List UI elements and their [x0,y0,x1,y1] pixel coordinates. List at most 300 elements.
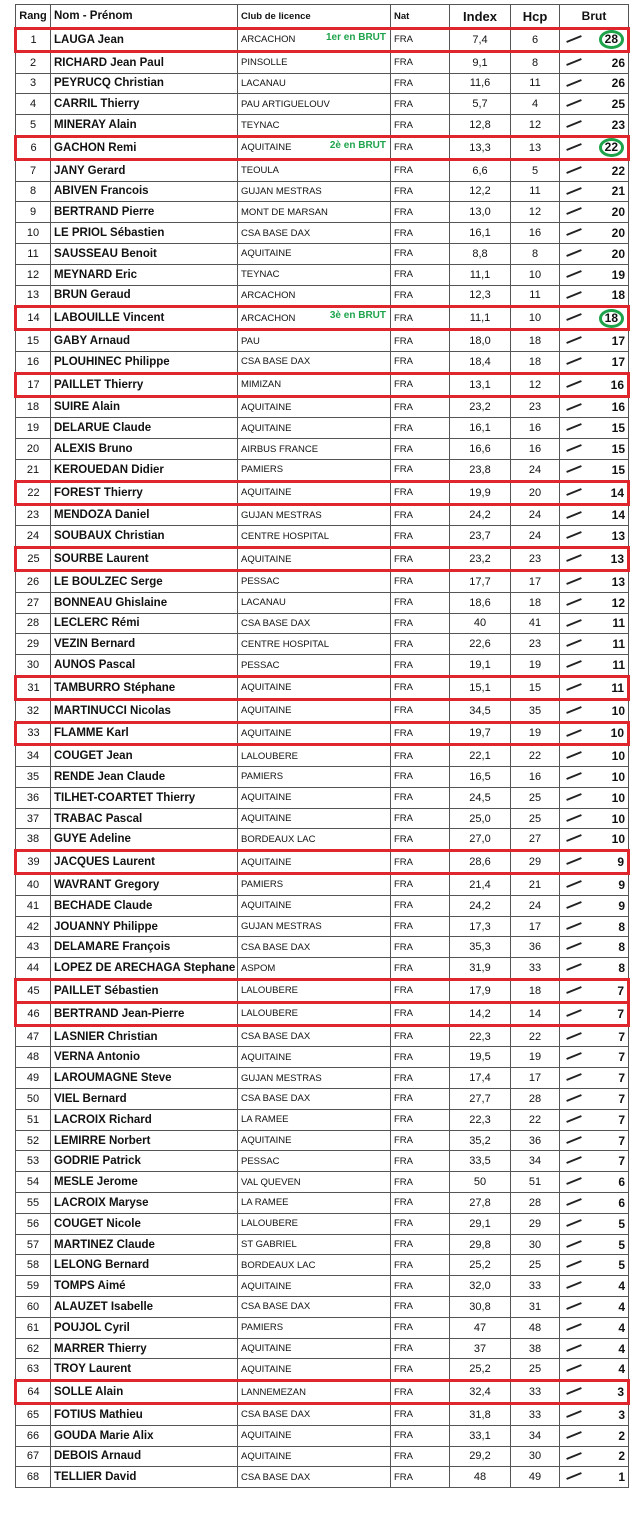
table-row [16,459,629,481]
handicap-cell: 29 [511,851,560,874]
player-name-cell: RICHARD Jean Paul [51,51,238,73]
index-cell: 24,2 [450,895,511,916]
brut-value: 11 [612,637,625,652]
handicap-cell: 30 [511,1446,560,1467]
brut-value: 15 [611,462,625,477]
check-mark-icon [566,1472,582,1480]
club-cell: PAMIERS [238,459,391,481]
nationality-cell: FRA [391,634,450,655]
handicap-cell: 48 [511,1317,560,1338]
results-sheet [14,4,625,1488]
brut-score-cell [560,243,629,264]
player-name-cell: BECHADE Claude [51,895,238,916]
check-mark-icon [566,1344,582,1352]
handicap-cell: 8 [511,51,560,73]
club-cell: CSA BASE DAX [238,1025,391,1047]
brut-score-cell [560,481,629,504]
club-cell: AQUITAINE [238,243,391,264]
brut-value: 13 [610,552,624,567]
table-row [16,1002,629,1025]
player-name-cell: ABIVEN Francois [51,181,238,202]
table-row [16,181,629,202]
brut-score-cell [560,1446,629,1467]
check-mark-icon [566,1219,582,1227]
index-cell: 19,9 [450,481,511,504]
brut-value: 8 [618,940,625,955]
nationality-cell: FRA [391,115,450,137]
rank-cell: 11 [16,243,51,264]
handicap-cell: 17 [511,916,560,937]
club-cell: AQUITAINE [238,699,391,722]
check-mark-icon [566,1177,582,1185]
check-mark-icon [566,423,582,431]
club-cell: LA RAMEE [238,1109,391,1130]
player-name-cell: SAUSSEAU Benoit [51,243,238,264]
club-cell: LANNEMEZAN [238,1381,391,1404]
brut-value: 5 [618,1216,625,1231]
header-name: Nom - Prénom [51,5,238,29]
brut-score-cell [560,1359,629,1381]
nationality-cell: FRA [391,94,450,115]
brut-value: 8 [618,919,625,934]
club-cell: CSA BASE DAX [238,613,391,634]
check-mark-icon [566,270,582,278]
nationality-cell: FRA [391,787,450,808]
rank-cell: 26 [16,570,51,592]
rank-cell: 17 [16,373,51,396]
club-cell: PAU [238,330,391,352]
index-cell: 16,1 [450,418,511,439]
rank-cell: 30 [16,655,51,677]
brut-value: 14 [610,485,624,500]
table-row [16,722,629,745]
brut-score-cell [560,829,629,851]
player-name-cell: BERTRAND Jean-Pierre [51,1002,238,1025]
player-name-cell: LABOUILLE Vincent [51,307,238,330]
check-mark-icon [566,228,582,236]
brut-value: 25 [611,97,625,112]
rank-cell: 63 [16,1359,51,1381]
check-mark-icon [566,1032,582,1040]
player-name-cell: VERNA Antonio [51,1047,238,1068]
rank-cell: 16 [16,351,51,373]
header-nat: Nat [391,5,450,29]
brut-value: 10 [611,811,625,826]
table-row [16,1317,629,1338]
index-cell: 29,8 [450,1234,511,1255]
player-name-cell: MINERAY Alain [51,115,238,137]
club-cell: LACANAU [238,73,391,94]
index-cell: 8,8 [450,243,511,264]
brut-score-cell [560,1297,629,1318]
index-cell: 34,5 [450,699,511,722]
brut-value: 7 [618,1029,625,1044]
check-mark-icon [566,380,582,388]
brut-score-cell [560,264,629,285]
nationality-cell: FRA [391,1151,450,1172]
brut-value: 22 [611,163,625,178]
handicap-cell: 18 [511,330,560,352]
index-cell: 7,4 [450,29,511,52]
table-row [16,504,629,526]
rank-cell: 6 [16,136,51,159]
brut-score-cell [560,787,629,808]
nationality-cell: FRA [391,1255,450,1276]
rank-cell: 52 [16,1130,51,1151]
handicap-cell: 35 [511,699,560,722]
index-cell: 25,0 [450,808,511,829]
club-cell: VAL QUEVEN [238,1172,391,1193]
rank-cell: 45 [16,980,51,1003]
index-cell: 16,1 [450,223,511,244]
brut-score-cell [560,851,629,874]
club-cell: ARCACHON [238,285,391,307]
nationality-cell: FRA [391,1047,450,1068]
brut-value: 7 [618,1154,625,1169]
handicap-cell: 23 [511,548,560,571]
check-mark-icon [566,1198,582,1206]
rank-cell: 65 [16,1404,51,1426]
index-cell: 17,3 [450,916,511,937]
rank-cell: 8 [16,181,51,202]
table-row [16,937,629,958]
handicap-cell: 18 [511,980,560,1003]
brut-value: 7 [618,1091,625,1106]
nationality-cell: FRA [391,307,450,330]
club-cell [238,136,391,159]
index-cell: 12,8 [450,115,511,137]
brut-score-cell [560,223,629,244]
index-cell: 11,6 [450,73,511,94]
brut-value: 11 [611,680,624,695]
brut-value: 7 [618,1050,625,1065]
table-row [16,115,629,137]
brut-value: 1 [618,1470,625,1485]
brut-score-cell [560,767,629,788]
index-cell: 22,3 [450,1109,511,1130]
rank-cell: 58 [16,1255,51,1276]
brut-value: 18 [611,288,625,303]
brut-value: 5 [618,1258,625,1273]
nationality-cell: FRA [391,570,450,592]
brut-value: 4 [618,1320,625,1335]
index-cell: 21,4 [450,874,511,896]
header-brut: Brut [560,5,629,29]
brut-score-cell [560,115,629,137]
nationality-cell: FRA [391,767,450,788]
rank-cell: 3 [16,73,51,94]
player-name-cell: LE BOULZEC Serge [51,570,238,592]
club-cell: MIMIZAN [238,373,391,396]
brut-score-cell [560,136,629,159]
check-mark-icon [566,729,582,737]
table-row [16,1297,629,1318]
club-cell: LA RAMEE [238,1193,391,1214]
club-cell: GUJAN MESTRAS [238,181,391,202]
player-name-cell: ALAUZET Isabelle [51,1297,238,1318]
brut-value: 13 [611,574,625,589]
player-name-cell: LAUGA Jean [51,29,238,52]
rank-cell: 37 [16,808,51,829]
club-cell: GUJAN MESTRAS [238,916,391,937]
check-mark-icon [566,922,582,930]
club-cell: AIRBUS FRANCE [238,439,391,460]
brut-score-cell [560,613,629,634]
brut-score-cell [560,745,629,767]
brut-value: 15 [611,421,625,436]
handicap-cell: 23 [511,396,560,418]
brut-score-cell [560,526,629,548]
check-mark-icon [566,120,582,128]
club-cell: LACANAU [238,592,391,613]
handicap-cell: 12 [511,373,560,396]
check-mark-icon [566,58,582,66]
nationality-cell: FRA [391,980,450,1003]
player-name-cell: PLOUHINEC Philippe [51,351,238,373]
table-row [16,895,629,916]
handicap-cell: 19 [511,655,560,677]
table-row [16,676,629,699]
index-cell: 14,2 [450,1002,511,1025]
check-mark-icon [566,1157,582,1165]
rank-cell: 53 [16,1151,51,1172]
brut-value: 26 [611,76,625,91]
podium-note: 3è en BRUT [329,310,386,322]
table-row [16,1425,629,1446]
player-name-cell: GOUDA Marie Alix [51,1425,238,1446]
rank-cell: 12 [16,264,51,285]
table-row [16,916,629,937]
handicap-cell: 19 [511,1047,560,1068]
table-row [16,1089,629,1110]
club-cell: AQUITAINE [238,808,391,829]
index-cell: 25,2 [450,1255,511,1276]
club-cell: AQUITAINE [238,481,391,504]
player-name-cell: GODRIE Patrick [51,1151,238,1172]
header-rang: Rang [16,5,51,29]
table-row [16,51,629,73]
index-cell: 19,5 [450,1047,511,1068]
rank-cell: 28 [16,613,51,634]
nationality-cell: FRA [391,29,450,52]
handicap-cell: 16 [511,439,560,460]
club-cell: PESSAC [238,1151,391,1172]
club-cell: ST GABRIEL [238,1234,391,1255]
player-name-cell: MEYNARD Eric [51,264,238,285]
check-mark-icon [566,1452,582,1460]
player-name-cell: LACROIX Richard [51,1109,238,1130]
club-cell: CENTRE HOSPITAL [238,526,391,548]
table-row [16,1359,629,1381]
handicap-cell: 25 [511,1255,560,1276]
index-cell: 35,2 [450,1130,511,1151]
table-row [16,1025,629,1047]
nationality-cell: FRA [391,202,450,223]
club-cell: AQUITAINE [238,787,391,808]
check-mark-icon [566,465,582,473]
table-row [16,1130,629,1151]
brut-value: 7 [618,1133,625,1148]
club-cell: AQUITAINE [238,396,391,418]
table-row [16,699,629,722]
nationality-cell: FRA [391,958,450,980]
table-row [16,285,629,307]
nationality-cell: FRA [391,1234,450,1255]
brut-value: 20 [611,246,625,261]
rank-cell: 59 [16,1276,51,1297]
rank-cell: 21 [16,459,51,481]
rank-cell: 56 [16,1213,51,1234]
table-row [16,634,629,655]
club-cell [238,29,391,52]
table-row [16,787,629,808]
rank-cell: 10 [16,223,51,244]
rank-cell: 9 [16,202,51,223]
brut-score-cell [560,980,629,1003]
check-mark-icon [566,1073,582,1081]
index-cell: 22,3 [450,1025,511,1047]
table-row [16,1381,629,1404]
check-mark-icon [566,79,582,87]
club-name: ARCACHON [241,312,296,324]
index-cell: 22,1 [450,745,511,767]
club-cell [238,307,391,330]
handicap-cell: 33 [511,1276,560,1297]
check-mark-icon [566,598,582,606]
handicap-cell: 34 [511,1151,560,1172]
handicap-cell: 28 [511,1193,560,1214]
table-row [16,136,629,159]
index-cell: 18,4 [450,351,511,373]
check-mark-icon [566,166,582,174]
nationality-cell: FRA [391,264,450,285]
handicap-cell: 29 [511,1213,560,1234]
club-cell: AQUITAINE [238,1446,391,1467]
club-cell: LALOUBERE [238,980,391,1003]
brut-value: 16 [611,400,625,415]
player-name-cell: DELAMARE François [51,937,238,958]
index-cell: 11,1 [450,307,511,330]
table-row [16,1172,629,1193]
nationality-cell: FRA [391,459,450,481]
check-mark-icon [566,751,582,759]
rank-cell: 44 [16,958,51,980]
player-name-cell: FLAMME Karl [51,722,238,745]
brut-score-cell [560,1151,629,1172]
brut-score-cell [560,307,629,330]
index-cell: 12,3 [450,285,511,307]
check-mark-icon [566,772,582,780]
check-mark-icon [566,291,582,299]
check-mark-icon [566,1431,582,1439]
player-name-cell: LE PRIOL Sébastien [51,223,238,244]
rank-cell: 46 [16,1002,51,1025]
nationality-cell: FRA [391,351,450,373]
handicap-cell: 22 [511,1109,560,1130]
nationality-cell: FRA [391,1172,450,1193]
brut-score-cell [560,1089,629,1110]
table-row [16,1467,629,1488]
club-cell: CSA BASE DAX [238,1467,391,1488]
handicap-cell: 28 [511,1089,560,1110]
brut-score-cell [560,1255,629,1276]
brut-value: 9 [617,855,624,870]
rank-cell: 43 [16,937,51,958]
brut-score-cell [560,1276,629,1297]
player-name-cell: MENDOZA Daniel [51,504,238,526]
rank-cell: 29 [16,634,51,655]
check-mark-icon [566,531,582,539]
rank-cell: 42 [16,916,51,937]
index-cell: 27,7 [450,1089,511,1110]
table-row [16,958,629,980]
handicap-cell: 18 [511,351,560,373]
nationality-cell: FRA [391,1317,450,1338]
club-name: ARCACHON [241,34,296,46]
club-cell: AQUITAINE [238,1047,391,1068]
index-cell: 32,4 [450,1381,511,1404]
club-cell: LALOUBERE [238,1213,391,1234]
club-cell: CSA BASE DAX [238,1089,391,1110]
rank-cell: 64 [16,1381,51,1404]
player-name-cell: FOTIUS Mathieu [51,1404,238,1426]
handicap-cell: 15 [511,676,560,699]
handicap-cell: 22 [511,745,560,767]
player-name-cell: MESLE Jerome [51,1172,238,1193]
club-cell: AQUITAINE [238,851,391,874]
handicap-cell: 25 [511,787,560,808]
handicap-cell: 11 [511,285,560,307]
brut-value: 4 [618,1362,625,1377]
brut-value: 15 [611,442,625,457]
handicap-cell: 13 [511,136,560,159]
table-row [16,481,629,504]
handicap-cell: 33 [511,1381,560,1404]
handicap-cell: 24 [511,895,560,916]
nationality-cell: FRA [391,548,450,571]
club-cell: AQUITAINE [238,722,391,745]
brut-score-cell [560,895,629,916]
table-row [16,767,629,788]
brut-score-cell [560,418,629,439]
nationality-cell: FRA [391,1089,450,1110]
player-name-cell: VIEL Bernard [51,1089,238,1110]
check-mark-icon [566,207,582,215]
nationality-cell: FRA [391,330,450,352]
brut-score-cell [560,1425,629,1446]
rank-cell: 22 [16,481,51,504]
brut-score-cell [560,1130,629,1151]
rank-cell: 48 [16,1047,51,1068]
nationality-cell: FRA [391,937,450,958]
player-name-cell: JOUANNY Philippe [51,916,238,937]
player-name-cell: GACHON Remi [51,136,238,159]
club-cell: AQUITAINE [238,676,391,699]
club-cell: LALOUBERE [238,1002,391,1025]
brut-value: 6 [618,1195,625,1210]
club-cell: PAMIERS [238,1317,391,1338]
club-cell: CSA BASE DAX [238,1404,391,1426]
club-cell: LALOUBERE [238,745,391,767]
table-row [16,548,629,571]
rank-cell: 41 [16,895,51,916]
index-cell: 37 [450,1338,511,1359]
brut-value: 7 [617,983,624,998]
rank-cell: 23 [16,504,51,526]
table-row [16,526,629,548]
player-name-cell: TELLIER David [51,1467,238,1488]
table-row [16,745,629,767]
